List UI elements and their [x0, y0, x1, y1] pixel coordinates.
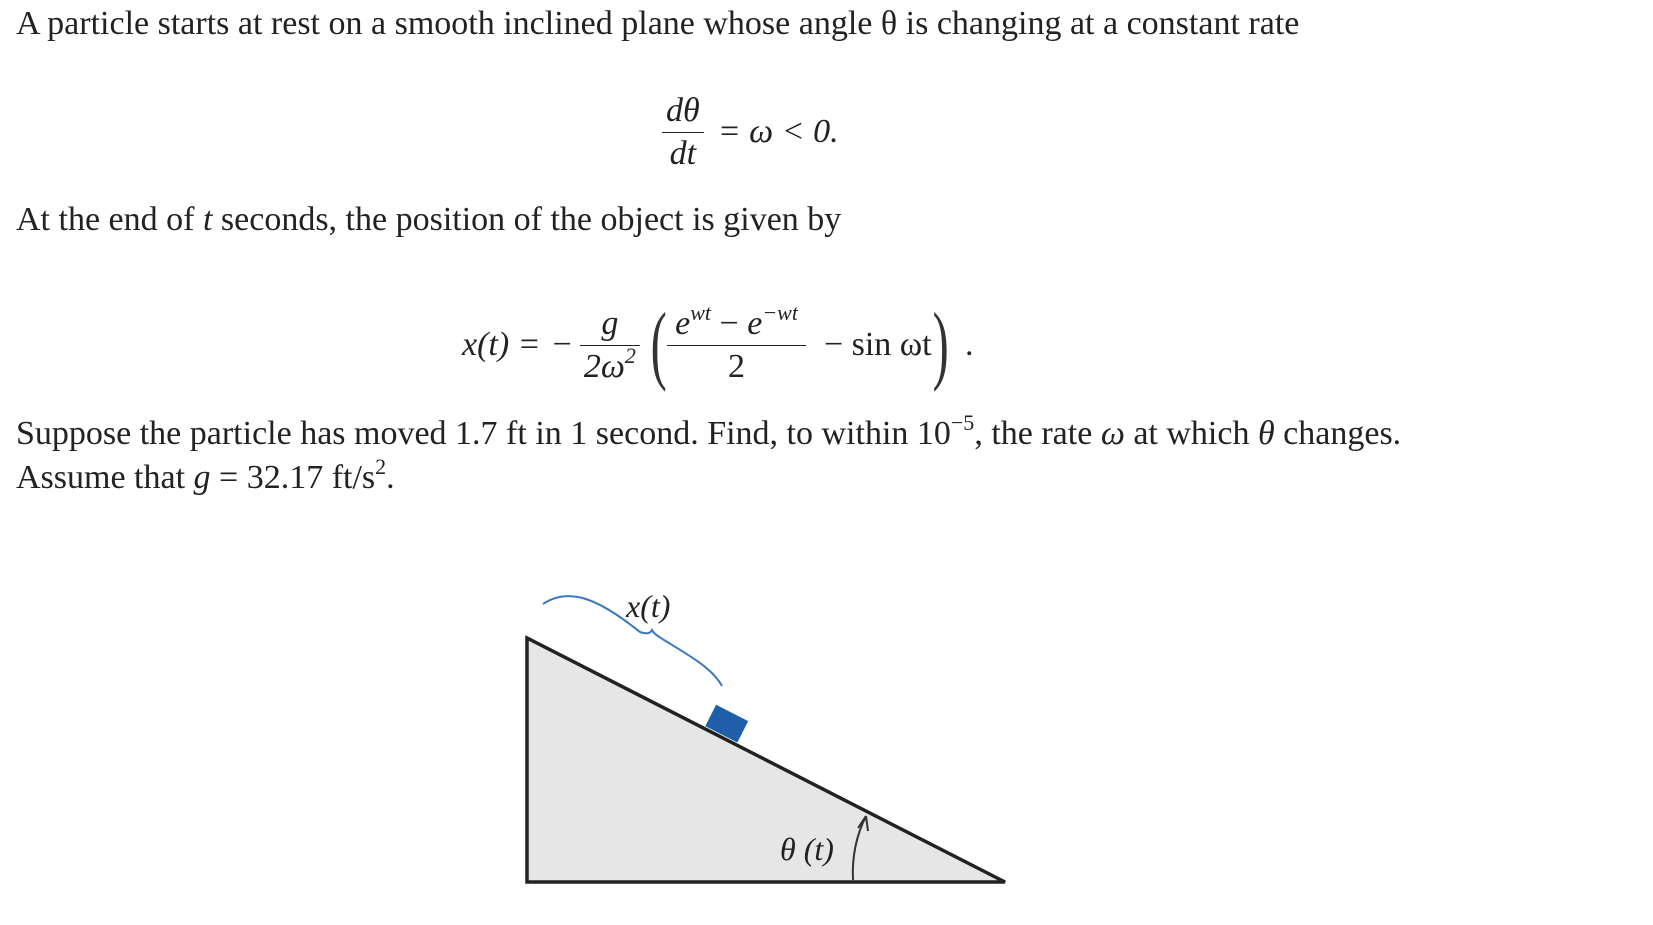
- coefficient-numerator: g: [601, 304, 619, 342]
- omega-symbol: ω: [1100, 415, 1125, 452]
- coefficient-denominator-exponent: 2: [624, 342, 636, 368]
- question-text-c: at which: [1124, 415, 1258, 452]
- inner-denominator: 2: [728, 347, 746, 385]
- left-parenthesis: (: [650, 296, 667, 393]
- theta-of-t-label: θ (t): [780, 831, 834, 867]
- time-variable: t: [202, 201, 213, 238]
- exp-a-base: e: [675, 304, 691, 342]
- inclined-plane: [527, 638, 1005, 882]
- right-parenthesis: ): [932, 296, 949, 393]
- position-sentence-after: seconds, the position of the object is given by: [212, 201, 842, 238]
- tolerance-exponent: −5: [950, 410, 975, 435]
- units-exponent: 2: [375, 454, 387, 479]
- sine-term: − sin ωt: [823, 326, 932, 363]
- assume-text-a: Assume that: [16, 459, 194, 496]
- inner-operator: −: [711, 304, 748, 342]
- assume-text-c: .: [386, 459, 395, 496]
- minus-sign: −: [552, 326, 572, 363]
- rate-denominator: dt: [669, 134, 697, 172]
- exp-b-power: −wt: [762, 299, 798, 325]
- question-text-a: Suppose the particle has moved 1.7 ft in 1 second. Find, to within 10: [16, 415, 951, 452]
- rate-numerator: dθ: [666, 91, 700, 129]
- exp-b-base: e: [747, 304, 763, 342]
- theta-symbol: θ: [1257, 415, 1275, 452]
- exp-a-power: wt: [690, 299, 712, 325]
- gravity-symbol: g: [193, 459, 211, 496]
- equation-period: .: [964, 326, 974, 363]
- assume-text-b: = 32.17 ft/s: [210, 459, 376, 496]
- position-sentence-before: At the end of: [16, 201, 203, 238]
- rate-rhs: = ω < 0.: [717, 113, 839, 150]
- question-text-d: changes.: [1274, 415, 1402, 452]
- x-of-t-label: x(t): [626, 588, 671, 624]
- question-text-b: , the rate: [974, 415, 1101, 452]
- coefficient-denominator-base: 2ω: [583, 347, 625, 385]
- position-lhs: x(t) =: [462, 326, 541, 363]
- intro-text: A particle starts at rest on a smooth inclined plane whose angle θ is changing at a constant rate: [16, 5, 1300, 42]
